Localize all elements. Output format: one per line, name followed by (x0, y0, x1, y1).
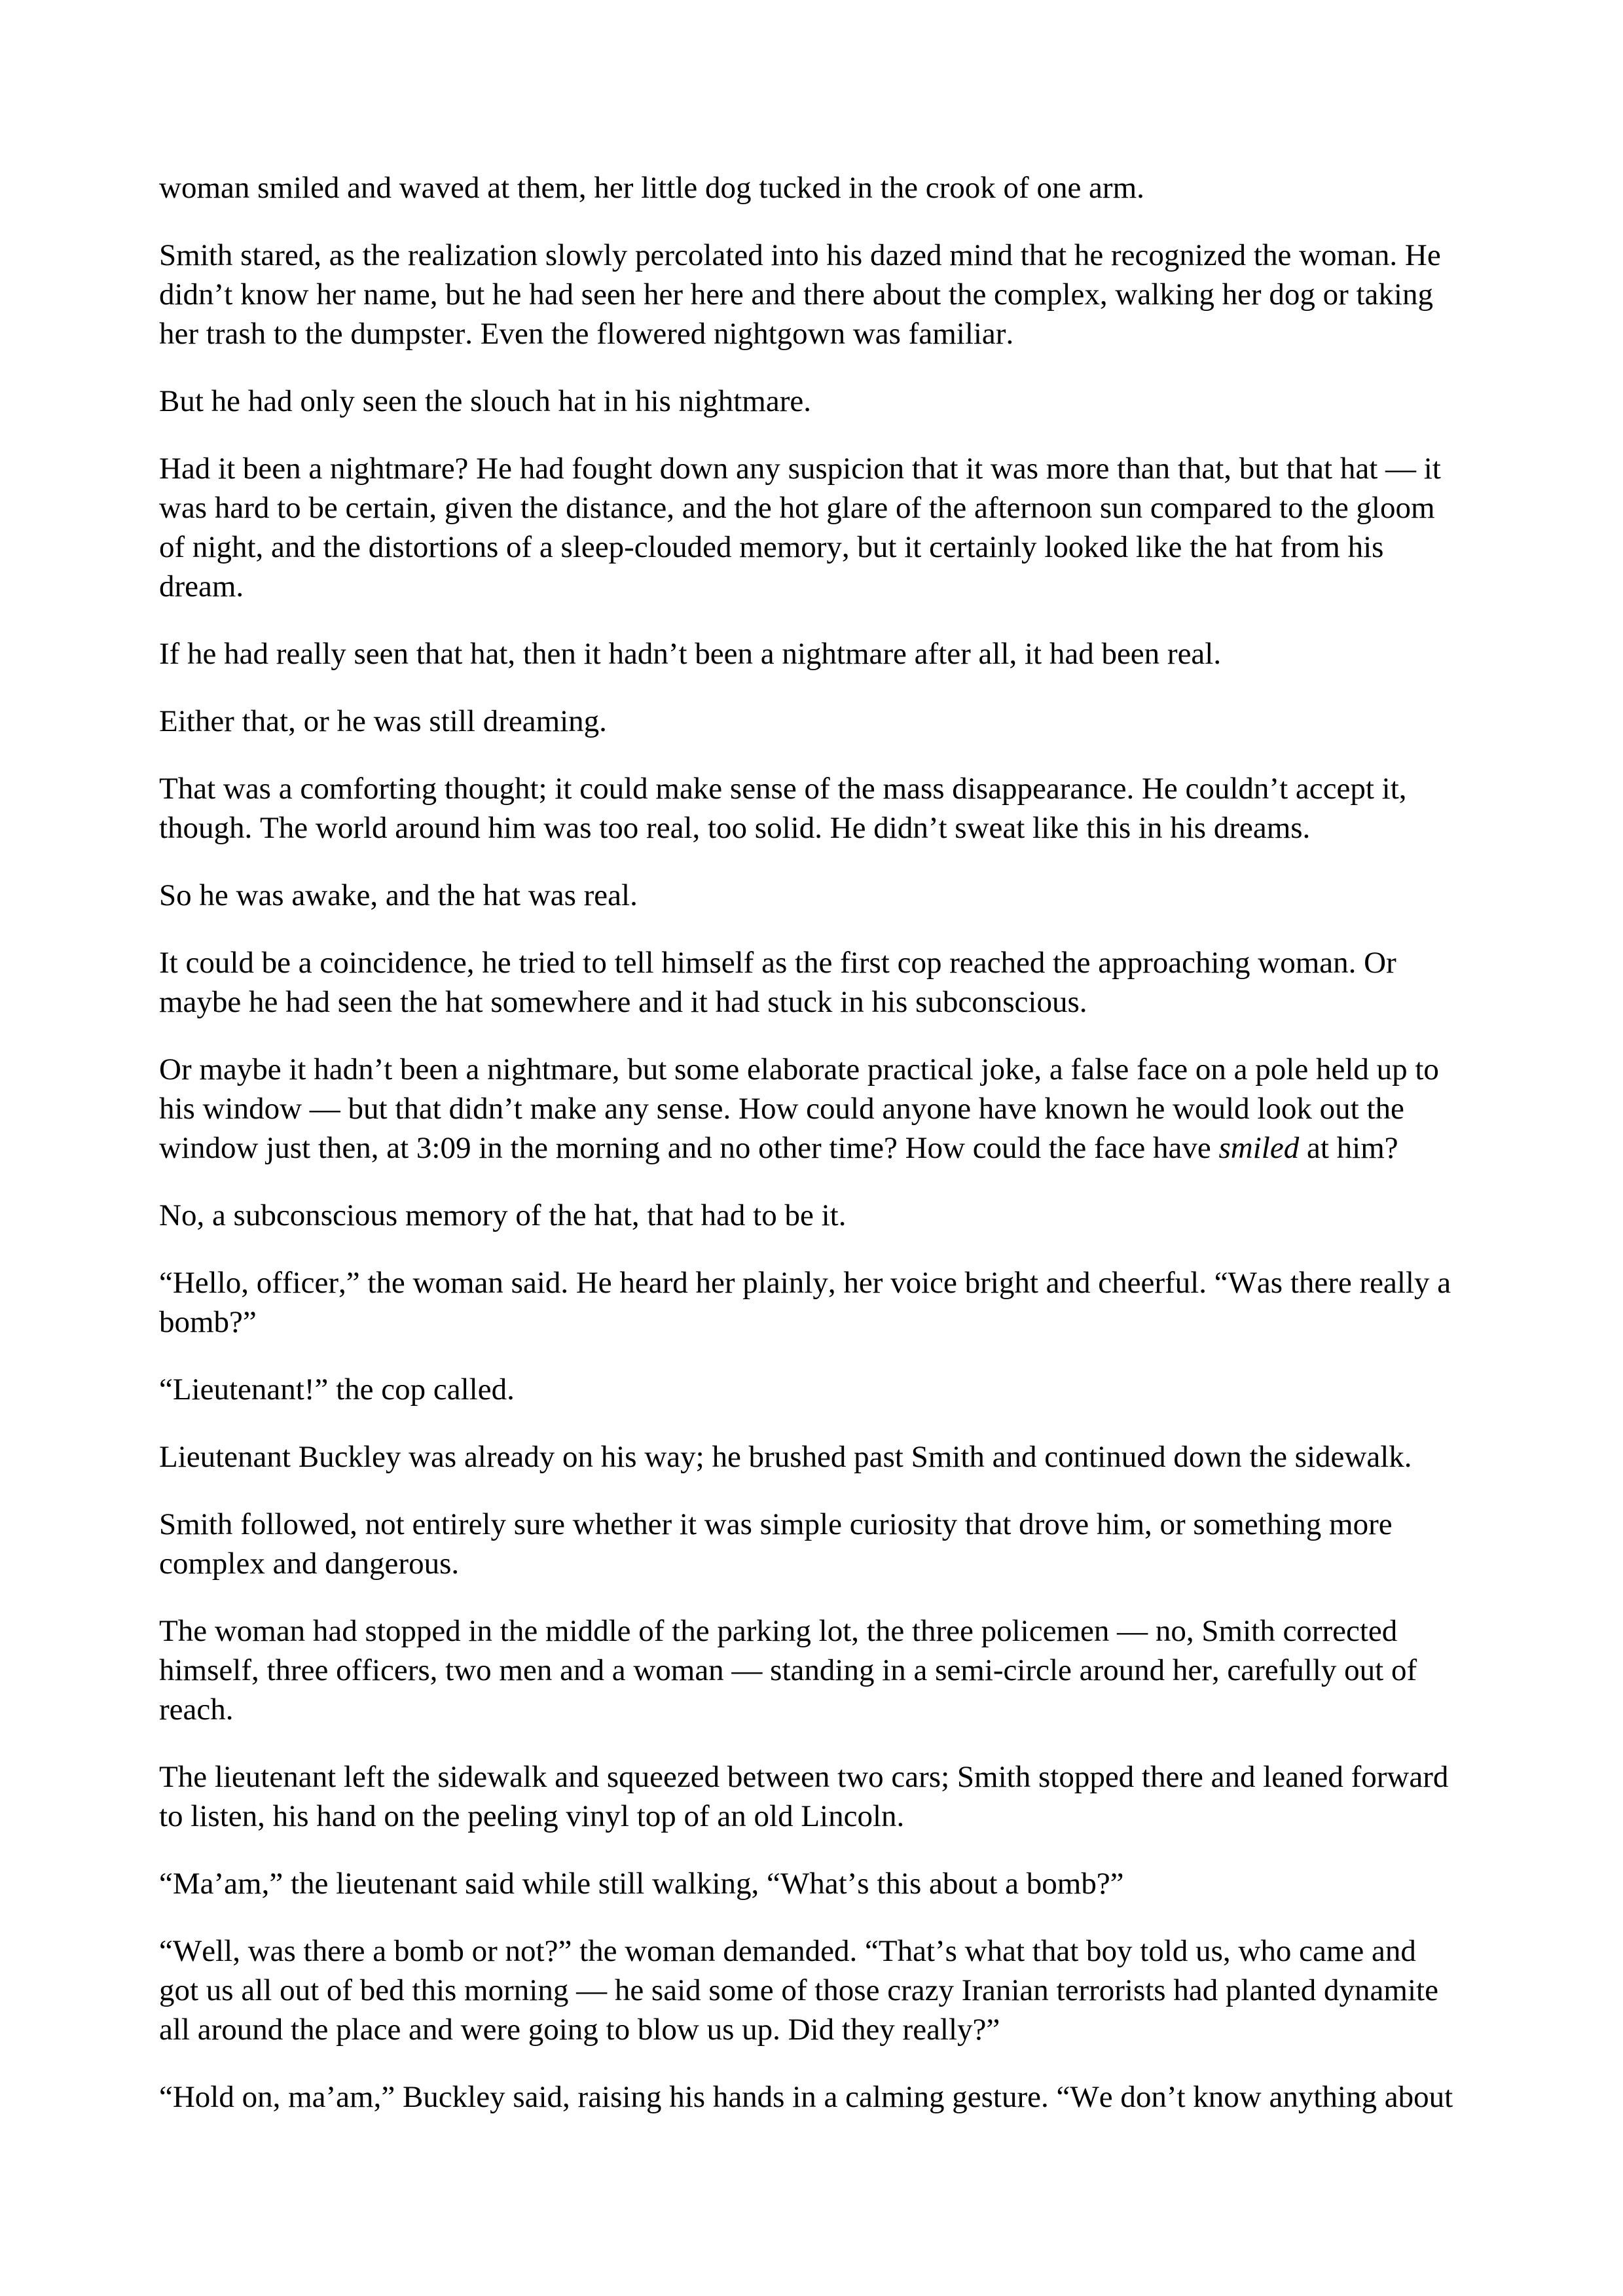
paragraph: Either that, or he was still dreaming. (159, 704, 607, 738)
paragraph: “Hold on, ma’am,” Buckley said, raising his hands in a calming gesture. “We don’t know anything about (159, 2080, 1453, 2114)
page-text (159, 168, 1462, 2117)
paragraph-text: at him? (1299, 1131, 1398, 1165)
paragraph: It could be a coincidence, he tried to tell himself as the first cop reached the approaching woman. Or maybe he had seen the hat somewhere and it had stuck in his subconscious. (159, 946, 1396, 1019)
paragraph: Lieutenant Buckley was already on his way; he brushed past Smith and continued down the sidewalk. (159, 1440, 1412, 1474)
paragraph: “Hello, officer,” the woman said. He heard her plainly, her voice bright and cheerful. “Was there really a bomb?” (159, 1266, 1451, 1339)
paragraph: “Ma’am,” the lieutenant said while still walking, “What’s this about a bomb?” (159, 1867, 1124, 1901)
paragraph: That was a comforting thought; it could make sense of the mass disappearance. He couldn’t accept it, though. The world around him was too real, too solid. He didn’t sweat like this in his dreams. (159, 772, 1407, 845)
paragraph: “Well, was there a bomb or not?” the woman demanded. “That’s what that boy told us, who came and got us all out of bed this morning — he said some of those crazy Iranian terrorists had planted dynamite all around the place and were going to blow us up. Did they really?” (159, 1934, 1438, 2047)
paragraph: Had it been a nightmare? He had fought down any suspicion that it was more than that, but that hat — it was hard to be certain, given the distance, and the hot glare of the afternoon sun compared to the gloom of night, and the distortions of a sleep-clouded memory, but it certainly looked like the hat from his dream. (159, 452, 1441, 603)
paragraph: But he had only seen the slouch hat in his nightmare. (159, 384, 811, 418)
paragraph: woman smiled and waved at them, her little dog tucked in the crook of one arm. (159, 171, 1144, 205)
italic-word: smiled (1218, 1131, 1300, 1165)
paragraph: The woman had stopped in the middle of the parking lot, the three policemen — no, Smith corrected himself, three officers, two men and a woman — standing in a semi-circle around her, carefully out of reach. (159, 1614, 1417, 1727)
paragraph: Smith stared, as the realization slowly percolated into his dazed mind that he recognized the woman. He didn’t know her name, but he had seen her here and there about the complex, walking her dog or taking her trash to the dumpster. Even the flowered nightgown was familiar. (159, 238, 1441, 351)
paragraph: The lieutenant left the sidewalk and squeezed between two cars; Smith stopped there and leaned forward to listen, his hand on the peeling vinyl top of an old Lincoln. (159, 1760, 1449, 1833)
paragraph: No, a subconscious memory of the hat, that had to be it. (159, 1198, 847, 1232)
paragraph (159, 1050, 1462, 1168)
paragraph-text: Or maybe it hadn’t been a nightmare, but some elaborate practical joke, a false face on a pole held up to his window — but that didn’t make any sense. How could anyone have known he would look out the window just then, at 3:09 in the morning and no other time? How could the face have (159, 1052, 1439, 1165)
paragraph: “Lieutenant!” the cop called. (159, 1372, 515, 1407)
paragraph: If he had really seen that hat, then it hadn’t been a nightmare after all, it had been real. (159, 637, 1222, 671)
paragraph: So he was awake, and the hat was real. (159, 878, 638, 912)
paragraph: Smith followed, not entirely sure whether it was simple curiosity that drove him, or something more complex and dangerous. (159, 1507, 1393, 1581)
